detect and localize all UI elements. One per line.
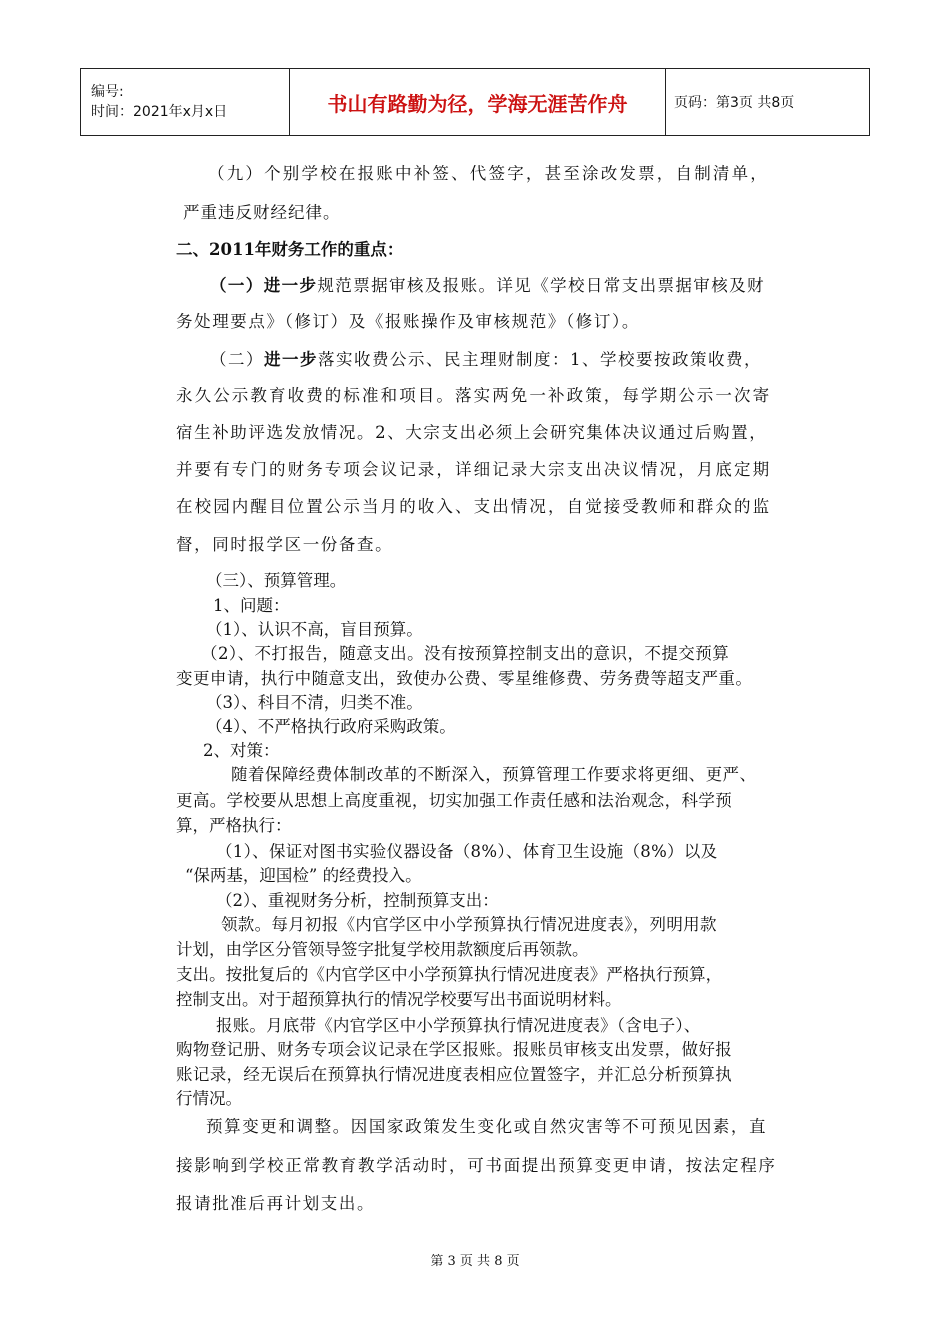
- paragraph-line: （1）、认识不高，盲目预算。: [206, 620, 423, 639]
- paragraph-line: 督，同时报学区一份备查。: [176, 535, 394, 554]
- paragraph-line: 严重违反财经纪律。: [183, 203, 341, 222]
- date-label: 时间：2021年x月x日: [91, 104, 228, 120]
- emphasis-text: 进一步: [264, 350, 318, 369]
- footer-page-number: 第 3 页 共 8 页: [430, 1254, 520, 1269]
- paragraph-line: 算，严格执行：: [176, 816, 292, 835]
- page-label: 页码：第3页 共8页: [674, 95, 795, 111]
- paragraph-line: 账记录，经无误后在预算执行情况进度表相应位置签字，并汇总分析预算执: [176, 1065, 733, 1084]
- paragraph-line: 1、问题：: [213, 596, 290, 615]
- paragraph-line: 随着保障经费体制改革的不断深入，预算管理工作要求将更细、更严、: [231, 765, 757, 784]
- paragraph-line: 变更申请，执行中随意支出，致使办公费、零星维修费、劳务费等超支严重。: [176, 669, 753, 688]
- paragraph-line: “保两基，迎国检” 的经费投入。: [185, 866, 422, 885]
- paragraph-line: 报请批准后再计划支出。: [176, 1194, 376, 1213]
- paragraph-line: （2）、重视财务分析，控制预算支出：: [216, 891, 499, 910]
- paragraph-line: 接影响到学校正常教育教学活动时，可书面提出预算变更申请，按法定程序: [176, 1156, 777, 1175]
- paragraph-line: （4）、不严格执行政府采购政策。: [206, 717, 456, 736]
- paragraph-line: （三）、预算管理。: [206, 571, 347, 590]
- paragraph-text: 落实收费公示、民主理财制度：1、学校要按政策收费，: [318, 350, 762, 369]
- paragraph-line: 更高。学校要从思想上高度重视，切实加强工作责任感和法治观念，科学预: [176, 791, 733, 810]
- paragraph-line: [210, 272, 765, 296]
- paragraph-line: （2）、不打报告，随意支出。没有按预算控制支出的意识，不提交预算: [201, 644, 730, 663]
- paragraph-line: 购物登记册、财务专项会议记录在学区报账。报账员审核支出发票，做好报: [176, 1040, 733, 1059]
- paragraph-line: 预算变更和调整。因国家政策发生变化或自然灾害等不可预见因素，直: [206, 1117, 768, 1136]
- paragraph-line: 并要有专门的财务专项会议记录，详细记录大宗支出决议情况，月底定期: [176, 460, 772, 479]
- paragraph-line: 宿生补助评选发放情况。2、大宗支出必须上会研究集体决议通过后购置，: [176, 423, 768, 442]
- emphasis-text: （一）进一步: [210, 276, 318, 295]
- paragraph-line: 计划，由学区分管领导签字批复学校用款额度后再领款。: [176, 940, 589, 959]
- paragraph-line: 领款。每月初报《内官学区中小学预算执行情况进度表》，列明用款: [221, 915, 717, 934]
- paragraph-line: 控制支出。对于超预算执行的情况学校要写出书面说明材料。: [176, 990, 622, 1009]
- paragraph-line: 务处理要点》（修订）及《报账操作及审核规范》（修订）。: [176, 312, 640, 331]
- motto-text: 书山有路勤为径，学海无涯苦作舟: [327, 91, 628, 116]
- paragraph-text: （二）: [210, 350, 264, 369]
- paragraph-line: 报账。月底带《内官学区中小学预算执行情况进度表》（含电子）、: [216, 1016, 701, 1035]
- paragraph-line: 在校园内醒目位置公示当月的收入、支出情况，自觉接受教师和群众的监: [176, 497, 772, 516]
- paragraph-line: 行情况。: [176, 1089, 242, 1108]
- paragraph-line: 永久公示教育收费的标准和项目。落实两免一补政策，每学期公示一次寄: [176, 386, 772, 405]
- motto-cell: [290, 69, 666, 136]
- page-header: [80, 68, 870, 136]
- paragraph-line: （1）、保证对图书实验仪器设备（8%）、体育卫生设施（8%）以及: [216, 842, 718, 861]
- section-heading: 二、2011年财务工作的重点：: [176, 240, 404, 259]
- paragraph-line: 支出。按批复后的《内官学区中小学预算执行情况进度表》严格执行预算，: [176, 965, 723, 984]
- paragraph-line: （3）、科目不清，归类不准。: [206, 693, 423, 712]
- paragraph-line: 2、对策：: [203, 741, 280, 760]
- page-number-cell: [666, 69, 870, 136]
- number-label: 编号:: [91, 84, 124, 100]
- paragraph-line: （九）个别学校在报账中补签、代签字，甚至涂改发票，自制清单，: [208, 164, 769, 183]
- paragraph-text: 规范票据审核及报账。详见《学校日常支出票据审核及财: [317, 276, 765, 295]
- header-info-cell: [81, 69, 290, 136]
- paragraph-line: [210, 346, 762, 370]
- page-footer: [0, 1250, 950, 1269]
